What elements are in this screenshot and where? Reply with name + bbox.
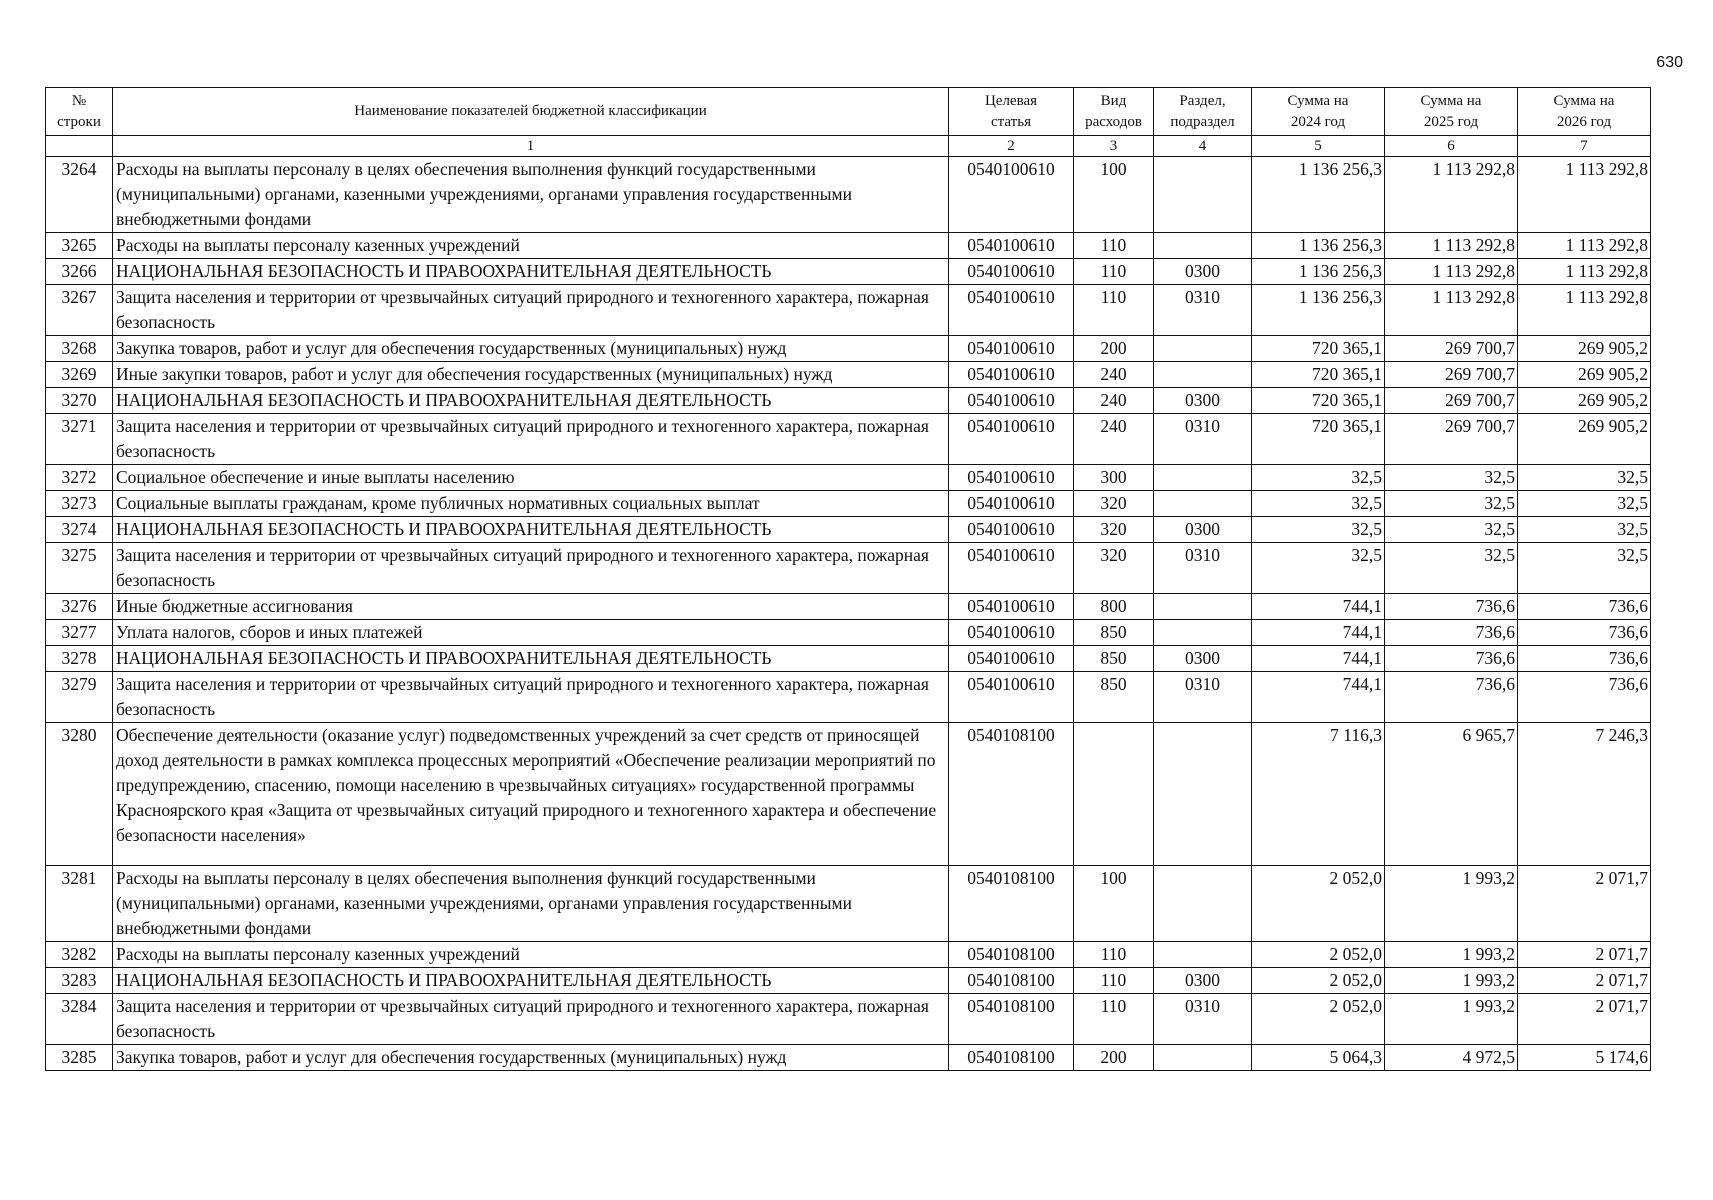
sum-2025: 32,5: [1385, 543, 1518, 594]
sum-2024: 32,5: [1252, 491, 1385, 517]
row-number: 3281: [46, 866, 113, 942]
expense-type: 240: [1074, 362, 1154, 388]
section-code: [1154, 362, 1252, 388]
header-section: Раздел, подраздел: [1154, 88, 1252, 136]
sum-2026: 1 113 292,8: [1518, 157, 1651, 233]
row-number: 3269: [46, 362, 113, 388]
target-article: 0540100610: [949, 672, 1074, 723]
sum-2025: 269 700,7: [1385, 336, 1518, 362]
section-code: 0310: [1154, 543, 1252, 594]
section-code: 0300: [1154, 259, 1252, 285]
sum-2024: 7 116,3: [1252, 723, 1385, 866]
sum-2025: 1 113 292,8: [1385, 233, 1518, 259]
sum-2024: 744,1: [1252, 646, 1385, 672]
section-code: 0310: [1154, 994, 1252, 1045]
sum-2024: 1 136 256,3: [1252, 259, 1385, 285]
sum-2024: 720 365,1: [1252, 388, 1385, 414]
expense-type: 240: [1074, 414, 1154, 465]
indicator-name: Защита населения и территории от чрезвычайных ситуаций природного и техногенного характера, пожарная безопасность: [113, 285, 949, 336]
sum-2025: 1 993,2: [1385, 968, 1518, 994]
row-number: 3275: [46, 543, 113, 594]
expense-type: 200: [1074, 336, 1154, 362]
row-number: 3272: [46, 465, 113, 491]
table-row: [46, 994, 1651, 1045]
indicator-name: Иные бюджетные ассигнования: [113, 594, 949, 620]
row-number: 3265: [46, 233, 113, 259]
sum-2025: 1 993,2: [1385, 994, 1518, 1045]
column-number: [46, 136, 113, 157]
column-number: 6: [1385, 136, 1518, 157]
table-row: [46, 620, 1651, 646]
expense-type: 800: [1074, 594, 1154, 620]
column-number: 5: [1252, 136, 1385, 157]
sum-2026: 2 071,7: [1518, 968, 1651, 994]
table-row: [46, 233, 1651, 259]
sum-2025: 1 993,2: [1385, 942, 1518, 968]
section-code: [1154, 465, 1252, 491]
sum-2026: 269 905,2: [1518, 414, 1651, 465]
table-row: [46, 285, 1651, 336]
column-number: 4: [1154, 136, 1252, 157]
section-code: [1154, 336, 1252, 362]
expense-type: 850: [1074, 646, 1154, 672]
indicator-name: Защита населения и территории от чрезвычайных ситуаций природного и техногенного характера, пожарная безопасность: [113, 543, 949, 594]
target-article: 0540100610: [949, 388, 1074, 414]
target-article: 0540100610: [949, 285, 1074, 336]
header-row-number: № строки: [46, 88, 113, 136]
column-number: 3: [1074, 136, 1154, 157]
sum-2026: 736,6: [1518, 594, 1651, 620]
table-row: [46, 672, 1651, 723]
expense-type: [1074, 723, 1154, 866]
expense-type: 110: [1074, 233, 1154, 259]
sum-2026: 269 905,2: [1518, 362, 1651, 388]
target-article: 0540100610: [949, 491, 1074, 517]
table-row: [46, 414, 1651, 465]
indicator-name: Иные закупки товаров, работ и услуг для обеспечения государственных (муниципальных) нужд: [113, 362, 949, 388]
page-number: 630: [1656, 54, 1683, 71]
expense-type: 110: [1074, 259, 1154, 285]
target-article: 0540100610: [949, 259, 1074, 285]
sum-2024: 720 365,1: [1252, 336, 1385, 362]
section-code: [1154, 620, 1252, 646]
target-article: 0540108100: [949, 942, 1074, 968]
sum-2026: 269 905,2: [1518, 336, 1651, 362]
target-article: 0540108100: [949, 1045, 1074, 1071]
sum-2024: 744,1: [1252, 594, 1385, 620]
table-row: [46, 157, 1651, 233]
budget-table: [45, 87, 1651, 1071]
sum-2024: 32,5: [1252, 465, 1385, 491]
sum-2026: 32,5: [1518, 517, 1651, 543]
sum-2024: 2 052,0: [1252, 994, 1385, 1045]
sum-2024: 1 136 256,3: [1252, 233, 1385, 259]
target-article: 0540100610: [949, 465, 1074, 491]
table-row: [46, 388, 1651, 414]
column-number: 2: [949, 136, 1074, 157]
expense-type: 100: [1074, 866, 1154, 942]
sum-2025: 6 965,7: [1385, 723, 1518, 866]
sum-2025: 736,6: [1385, 672, 1518, 723]
sum-2026: 5 174,6: [1518, 1045, 1651, 1071]
table-row: [46, 543, 1651, 594]
row-number: 3271: [46, 414, 113, 465]
sum-2025: 1 113 292,8: [1385, 285, 1518, 336]
target-article: 0540100610: [949, 336, 1074, 362]
sum-2025: 736,6: [1385, 646, 1518, 672]
row-number: 3285: [46, 1045, 113, 1071]
sum-2024: 1 136 256,3: [1252, 157, 1385, 233]
sum-2024: 5 064,3: [1252, 1045, 1385, 1071]
sum-2025: 736,6: [1385, 594, 1518, 620]
indicator-name: Обеспечение деятельности (оказание услуг) подведомственных учреждений за счет средств от приносящей доход деятельности в рамках комплекса процессных мероприятий «Обеспечение реализации мероприятий по предупреждению, спасению, помощи населению в чрезвычайных ситуациях» государственной программы Красноярского края «Защита от чрезвычайных ситуаций природного и техногенного характера и обеспечение безопасности населения»: [113, 723, 949, 866]
expense-type: 240: [1074, 388, 1154, 414]
expense-type: 110: [1074, 942, 1154, 968]
section-code: [1154, 233, 1252, 259]
sum-2024: 720 365,1: [1252, 362, 1385, 388]
row-number: 3274: [46, 517, 113, 543]
table-row: [46, 517, 1651, 543]
indicator-name: НАЦИОНАЛЬНАЯ БЕЗОПАСНОСТЬ И ПРАВООХРАНИТЕЛЬНАЯ ДЕЯТЕЛЬНОСТЬ: [113, 259, 949, 285]
expense-type: 320: [1074, 543, 1154, 594]
sum-2026: 1 113 292,8: [1518, 285, 1651, 336]
sum-2025: 269 700,7: [1385, 362, 1518, 388]
sum-2025: 736,6: [1385, 620, 1518, 646]
section-code: 0300: [1154, 646, 1252, 672]
header-indicator-name: Наименование показателей бюджетной классификации: [113, 88, 949, 136]
sum-2025: 269 700,7: [1385, 388, 1518, 414]
table-row: [46, 968, 1651, 994]
indicator-name: Закупка товаров, работ и услуг для обеспечения государственных (муниципальных) нужд: [113, 1045, 949, 1071]
target-article: 0540108100: [949, 994, 1074, 1045]
section-code: 0310: [1154, 672, 1252, 723]
sum-2025: 32,5: [1385, 465, 1518, 491]
column-number: 1: [113, 136, 949, 157]
section-code: [1154, 491, 1252, 517]
column-number: 7: [1518, 136, 1651, 157]
header-sum-2024: Сумма на 2024 год: [1252, 88, 1385, 136]
expense-type: 850: [1074, 672, 1154, 723]
sum-2025: 32,5: [1385, 491, 1518, 517]
section-code: [1154, 1045, 1252, 1071]
target-article: 0540100610: [949, 414, 1074, 465]
section-code: [1154, 866, 1252, 942]
sum-2026: 1 113 292,8: [1518, 233, 1651, 259]
table-row: [46, 594, 1651, 620]
sum-2026: 32,5: [1518, 491, 1651, 517]
indicator-name: НАЦИОНАЛЬНАЯ БЕЗОПАСНОСТЬ И ПРАВООХРАНИТЕЛЬНАЯ ДЕЯТЕЛЬНОСТЬ: [113, 646, 949, 672]
sum-2026: 2 071,7: [1518, 994, 1651, 1045]
sum-2026: 1 113 292,8: [1518, 259, 1651, 285]
table-body: [46, 157, 1651, 1071]
table-row: [46, 336, 1651, 362]
expense-type: 110: [1074, 285, 1154, 336]
sum-2025: 4 972,5: [1385, 1045, 1518, 1071]
row-number: 3283: [46, 968, 113, 994]
sum-2025: 1 993,2: [1385, 866, 1518, 942]
target-article: 0540100610: [949, 362, 1074, 388]
row-number: 3264: [46, 157, 113, 233]
row-number: 3277: [46, 620, 113, 646]
target-article: 0540100610: [949, 646, 1074, 672]
indicator-name: Расходы на выплаты персоналу казенных учреждений: [113, 233, 949, 259]
target-article: 0540108100: [949, 723, 1074, 866]
table-row: [46, 491, 1651, 517]
row-number: 3282: [46, 942, 113, 968]
target-article: 0540108100: [949, 866, 1074, 942]
row-number: 3266: [46, 259, 113, 285]
header-sum-2026: Сумма на 2026 год: [1518, 88, 1651, 136]
target-article: 0540100610: [949, 157, 1074, 233]
section-code: 0300: [1154, 517, 1252, 543]
sum-2026: 2 071,7: [1518, 866, 1651, 942]
indicator-name: Социальное обеспечение и иные выплаты населению: [113, 465, 949, 491]
target-article: 0540100610: [949, 233, 1074, 259]
expense-type: 320: [1074, 517, 1154, 543]
section-code: [1154, 723, 1252, 866]
section-code: 0310: [1154, 285, 1252, 336]
table-row: [46, 259, 1651, 285]
indicator-name: Расходы на выплаты персоналу в целях обеспечения выполнения функций государственными (муниципальными) органами, казенными учреждениями, органами управления государственными внебюджетными фондами: [113, 866, 949, 942]
indicator-name: Расходы на выплаты персоналу казенных учреждений: [113, 942, 949, 968]
table-row: [46, 866, 1651, 942]
table-row: [46, 465, 1651, 491]
header-row: [46, 88, 1651, 136]
indicator-name: Социальные выплаты гражданам, кроме публичных нормативных социальных выплат: [113, 491, 949, 517]
table-row: [46, 942, 1651, 968]
sum-2026: 736,6: [1518, 646, 1651, 672]
sum-2026: 2 071,7: [1518, 942, 1651, 968]
sum-2025: 269 700,7: [1385, 414, 1518, 465]
indicator-name: Защита населения и территории от чрезвычайных ситуаций природного и техногенного характера, пожарная безопасность: [113, 414, 949, 465]
row-number: 3284: [46, 994, 113, 1045]
sum-2025: 1 113 292,8: [1385, 157, 1518, 233]
section-code: [1154, 594, 1252, 620]
header-expense-type: Вид расходов: [1074, 88, 1154, 136]
sum-2024: 32,5: [1252, 543, 1385, 594]
section-code: [1154, 157, 1252, 233]
sum-2024: 720 365,1: [1252, 414, 1385, 465]
expense-type: 850: [1074, 620, 1154, 646]
header-target-article: Целевая статья: [949, 88, 1074, 136]
row-number: 3268: [46, 336, 113, 362]
target-article: 0540100610: [949, 517, 1074, 543]
expense-type: 200: [1074, 1045, 1154, 1071]
indicator-name: Уплата налогов, сборов и иных платежей: [113, 620, 949, 646]
section-code: 0300: [1154, 388, 1252, 414]
table-row: [46, 646, 1651, 672]
indicator-name: НАЦИОНАЛЬНАЯ БЕЗОПАСНОСТЬ И ПРАВООХРАНИТЕЛЬНАЯ ДЕЯТЕЛЬНОСТЬ: [113, 388, 949, 414]
section-code: [1154, 942, 1252, 968]
row-number: 3279: [46, 672, 113, 723]
sum-2024: 2 052,0: [1252, 942, 1385, 968]
sum-2026: 736,6: [1518, 672, 1651, 723]
indicator-name: НАЦИОНАЛЬНАЯ БЕЗОПАСНОСТЬ И ПРАВООХРАНИТЕЛЬНАЯ ДЕЯТЕЛЬНОСТЬ: [113, 517, 949, 543]
expense-type: 100: [1074, 157, 1154, 233]
target-article: 0540100610: [949, 543, 1074, 594]
expense-type: 320: [1074, 491, 1154, 517]
row-number: 3278: [46, 646, 113, 672]
row-number: 3270: [46, 388, 113, 414]
expense-type: 110: [1074, 994, 1154, 1045]
sum-2024: 32,5: [1252, 517, 1385, 543]
table-row: [46, 723, 1651, 866]
header-sum-2025: Сумма на 2025 год: [1385, 88, 1518, 136]
expense-type: 110: [1074, 968, 1154, 994]
section-code: 0310: [1154, 414, 1252, 465]
indicator-name: НАЦИОНАЛЬНАЯ БЕЗОПАСНОСТЬ И ПРАВООХРАНИТЕЛЬНАЯ ДЕЯТЕЛЬНОСТЬ: [113, 968, 949, 994]
row-number: 3273: [46, 491, 113, 517]
indicator-name: Защита населения и территории от чрезвычайных ситуаций природного и техногенного характера, пожарная безопасность: [113, 994, 949, 1045]
sum-2026: 32,5: [1518, 465, 1651, 491]
target-article: 0540100610: [949, 594, 1074, 620]
section-code: 0300: [1154, 968, 1252, 994]
table-header: [46, 88, 1651, 157]
sum-2025: 32,5: [1385, 517, 1518, 543]
indicator-name: Защита населения и территории от чрезвычайных ситуаций природного и техногенного характера, пожарная безопасность: [113, 672, 949, 723]
sum-2026: 269 905,2: [1518, 388, 1651, 414]
row-number: 3276: [46, 594, 113, 620]
expense-type: 300: [1074, 465, 1154, 491]
sum-2024: 1 136 256,3: [1252, 285, 1385, 336]
sum-2024: 2 052,0: [1252, 968, 1385, 994]
target-article: 0540108100: [949, 968, 1074, 994]
sum-2024: 744,1: [1252, 620, 1385, 646]
row-number: 3267: [46, 285, 113, 336]
target-article: 0540100610: [949, 620, 1074, 646]
sum-2026: 7 246,3: [1518, 723, 1651, 866]
row-number: 3280: [46, 723, 113, 866]
indicator-name: Закупка товаров, работ и услуг для обеспечения государственных (муниципальных) нужд: [113, 336, 949, 362]
table-row: [46, 362, 1651, 388]
sum-2026: 736,6: [1518, 620, 1651, 646]
sum-2024: 2 052,0: [1252, 866, 1385, 942]
table-row: [46, 1045, 1651, 1071]
indicator-name: Расходы на выплаты персоналу в целях обеспечения выполнения функций государственными (муниципальными) органами, казенными учреждениями, органами управления государственными внебюджетными фондами: [113, 157, 949, 233]
sum-2024: 744,1: [1252, 672, 1385, 723]
sum-2025: 1 113 292,8: [1385, 259, 1518, 285]
sum-2026: 32,5: [1518, 543, 1651, 594]
column-number-row: [46, 136, 1651, 157]
